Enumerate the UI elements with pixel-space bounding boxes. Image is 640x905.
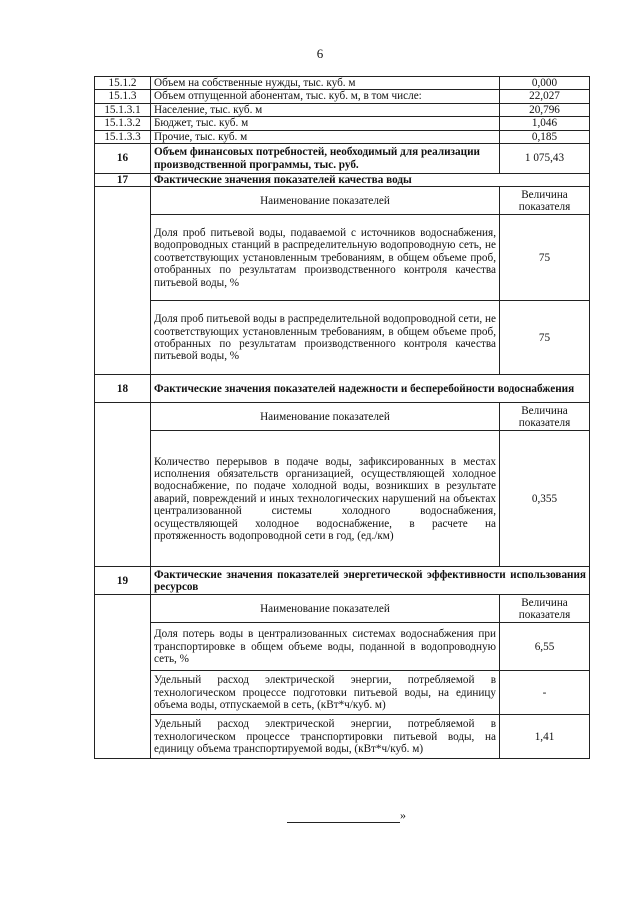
column-header-value: Величина показателя xyxy=(500,187,590,215)
column-header-row xyxy=(95,595,590,623)
column-header-row xyxy=(95,187,590,215)
section-number: 17 xyxy=(95,174,151,187)
section-number: 19 xyxy=(95,567,151,595)
row-value: 0,000 xyxy=(500,77,590,90)
row-label: Объем финансовых потребностей, необходимый для реализации производственной программы, тыс. руб. xyxy=(151,144,500,174)
table-row-financial xyxy=(95,144,590,174)
column-header-name: Наименование показателей xyxy=(151,187,500,215)
page-number: 6 xyxy=(316,46,324,61)
empty-cell xyxy=(95,187,151,375)
table-row xyxy=(95,301,590,375)
row-label: Удельный расход электрической энергии, потребляемой в технологическом процессе транспортировки питьевой воды, на единицу объема транспортируемой воды, (кВт*ч/куб. м) xyxy=(151,715,500,759)
row-value: 0,355 xyxy=(500,431,590,567)
row-label: Объем отпущенной абонентам, тыс. куб. м, в том числе: xyxy=(151,90,500,103)
row-value: 1,41 xyxy=(500,715,590,759)
row-label: Количество перерывов в подаче воды, зафиксированных в местах исполнения обязательств организацией, осуществляющей холодное водоснабжение, по подаче холодной воды, возникших в результате аварий, повреждений и иных технологических нарушений на объектах централизованной системы холодного водоснабжения, осуществляющей холодное водоснабжение, в расчете на протяженность водопроводной сети в год, (ед./км) xyxy=(151,431,500,567)
row-label: Доля проб питьевой воды в распределительной водопроводной сети, не соответствующих установленным требованиям, в общем объеме проб, отобранных по результатам производственного контроля качества питьевой воды, % xyxy=(151,301,500,375)
row-value: 75 xyxy=(500,215,590,301)
indicators-table xyxy=(94,76,590,759)
row-value: 22,027 xyxy=(500,90,590,103)
row-value: 6,55 xyxy=(500,623,590,671)
section-number: 18 xyxy=(95,375,151,403)
section-header-17 xyxy=(95,174,590,187)
empty-cell xyxy=(95,595,151,759)
row-label: Удельный расход электрической энергии, потребляемой в технологическом процессе подготовки питьевой воды, на единицу объема воды, отпускаемой в сеть, (кВт*ч/куб. м) xyxy=(151,671,500,715)
closing-mark: » xyxy=(400,808,406,822)
table-row xyxy=(95,623,590,671)
row-number: 16 xyxy=(95,144,151,174)
row-label: Население, тыс. куб. м xyxy=(151,103,500,116)
column-header-row xyxy=(95,403,590,431)
table-row xyxy=(95,715,590,759)
row-label: Прочие, тыс. куб. м xyxy=(151,130,500,143)
row-value: 20,796 xyxy=(500,103,590,116)
table-row xyxy=(95,90,590,103)
row-number: 15.1.3 xyxy=(95,90,151,103)
row-value: 1 075,43 xyxy=(500,144,590,174)
section-header-19 xyxy=(95,567,590,595)
table-row xyxy=(95,431,590,567)
column-header-name: Наименование показателей xyxy=(151,595,500,623)
column-header-value: Величина показателя xyxy=(500,595,590,623)
row-value: 75 xyxy=(500,301,590,375)
empty-cell xyxy=(95,403,151,567)
row-label: Бюджет, тыс. куб. м xyxy=(151,117,500,130)
section-title: Фактические значения показателей надежности и бесперебойности водоснабжения xyxy=(151,375,590,403)
row-value: 0,185 xyxy=(500,130,590,143)
table-row xyxy=(95,130,590,143)
row-label: Доля проб питьевой воды, подаваемой с источников водоснабжения, водопроводных станций в распределительную водопроводную сеть, не соответствующих установленным требованиям, в общем объеме проб, отобранных по результатам производственного контроля качества питьевой воды, % xyxy=(151,215,500,301)
row-number: 15.1.3.2 xyxy=(95,117,151,130)
section-title: Фактические значения показателей качества воды xyxy=(151,174,590,187)
row-label: Доля потерь воды в централизованных системах водоснабжения при транспортировке в общем объеме воды, поданной в водопроводную сеть, % xyxy=(151,623,500,671)
table-row xyxy=(95,215,590,301)
table-row xyxy=(95,103,590,116)
section-header-18 xyxy=(95,375,590,403)
row-number: 15.1.2 xyxy=(95,77,151,90)
row-label: Объем на собственные нужды, тыс. куб. м xyxy=(151,77,500,90)
row-number: 15.1.3.1 xyxy=(95,103,151,116)
column-header-name: Наименование показателей xyxy=(151,403,500,431)
row-value: - xyxy=(500,671,590,715)
row-number: 15.1.3.3 xyxy=(95,130,151,143)
column-header-value: Величина показателя xyxy=(500,403,590,431)
closing-quote xyxy=(287,808,406,823)
table-row xyxy=(95,671,590,715)
table-row xyxy=(95,77,590,90)
row-value: 1,046 xyxy=(500,117,590,130)
table-row xyxy=(95,117,590,130)
section-title: Фактические значения показателей энергетической эффективности использования ресурсов xyxy=(151,567,590,595)
signature-line xyxy=(287,812,400,823)
